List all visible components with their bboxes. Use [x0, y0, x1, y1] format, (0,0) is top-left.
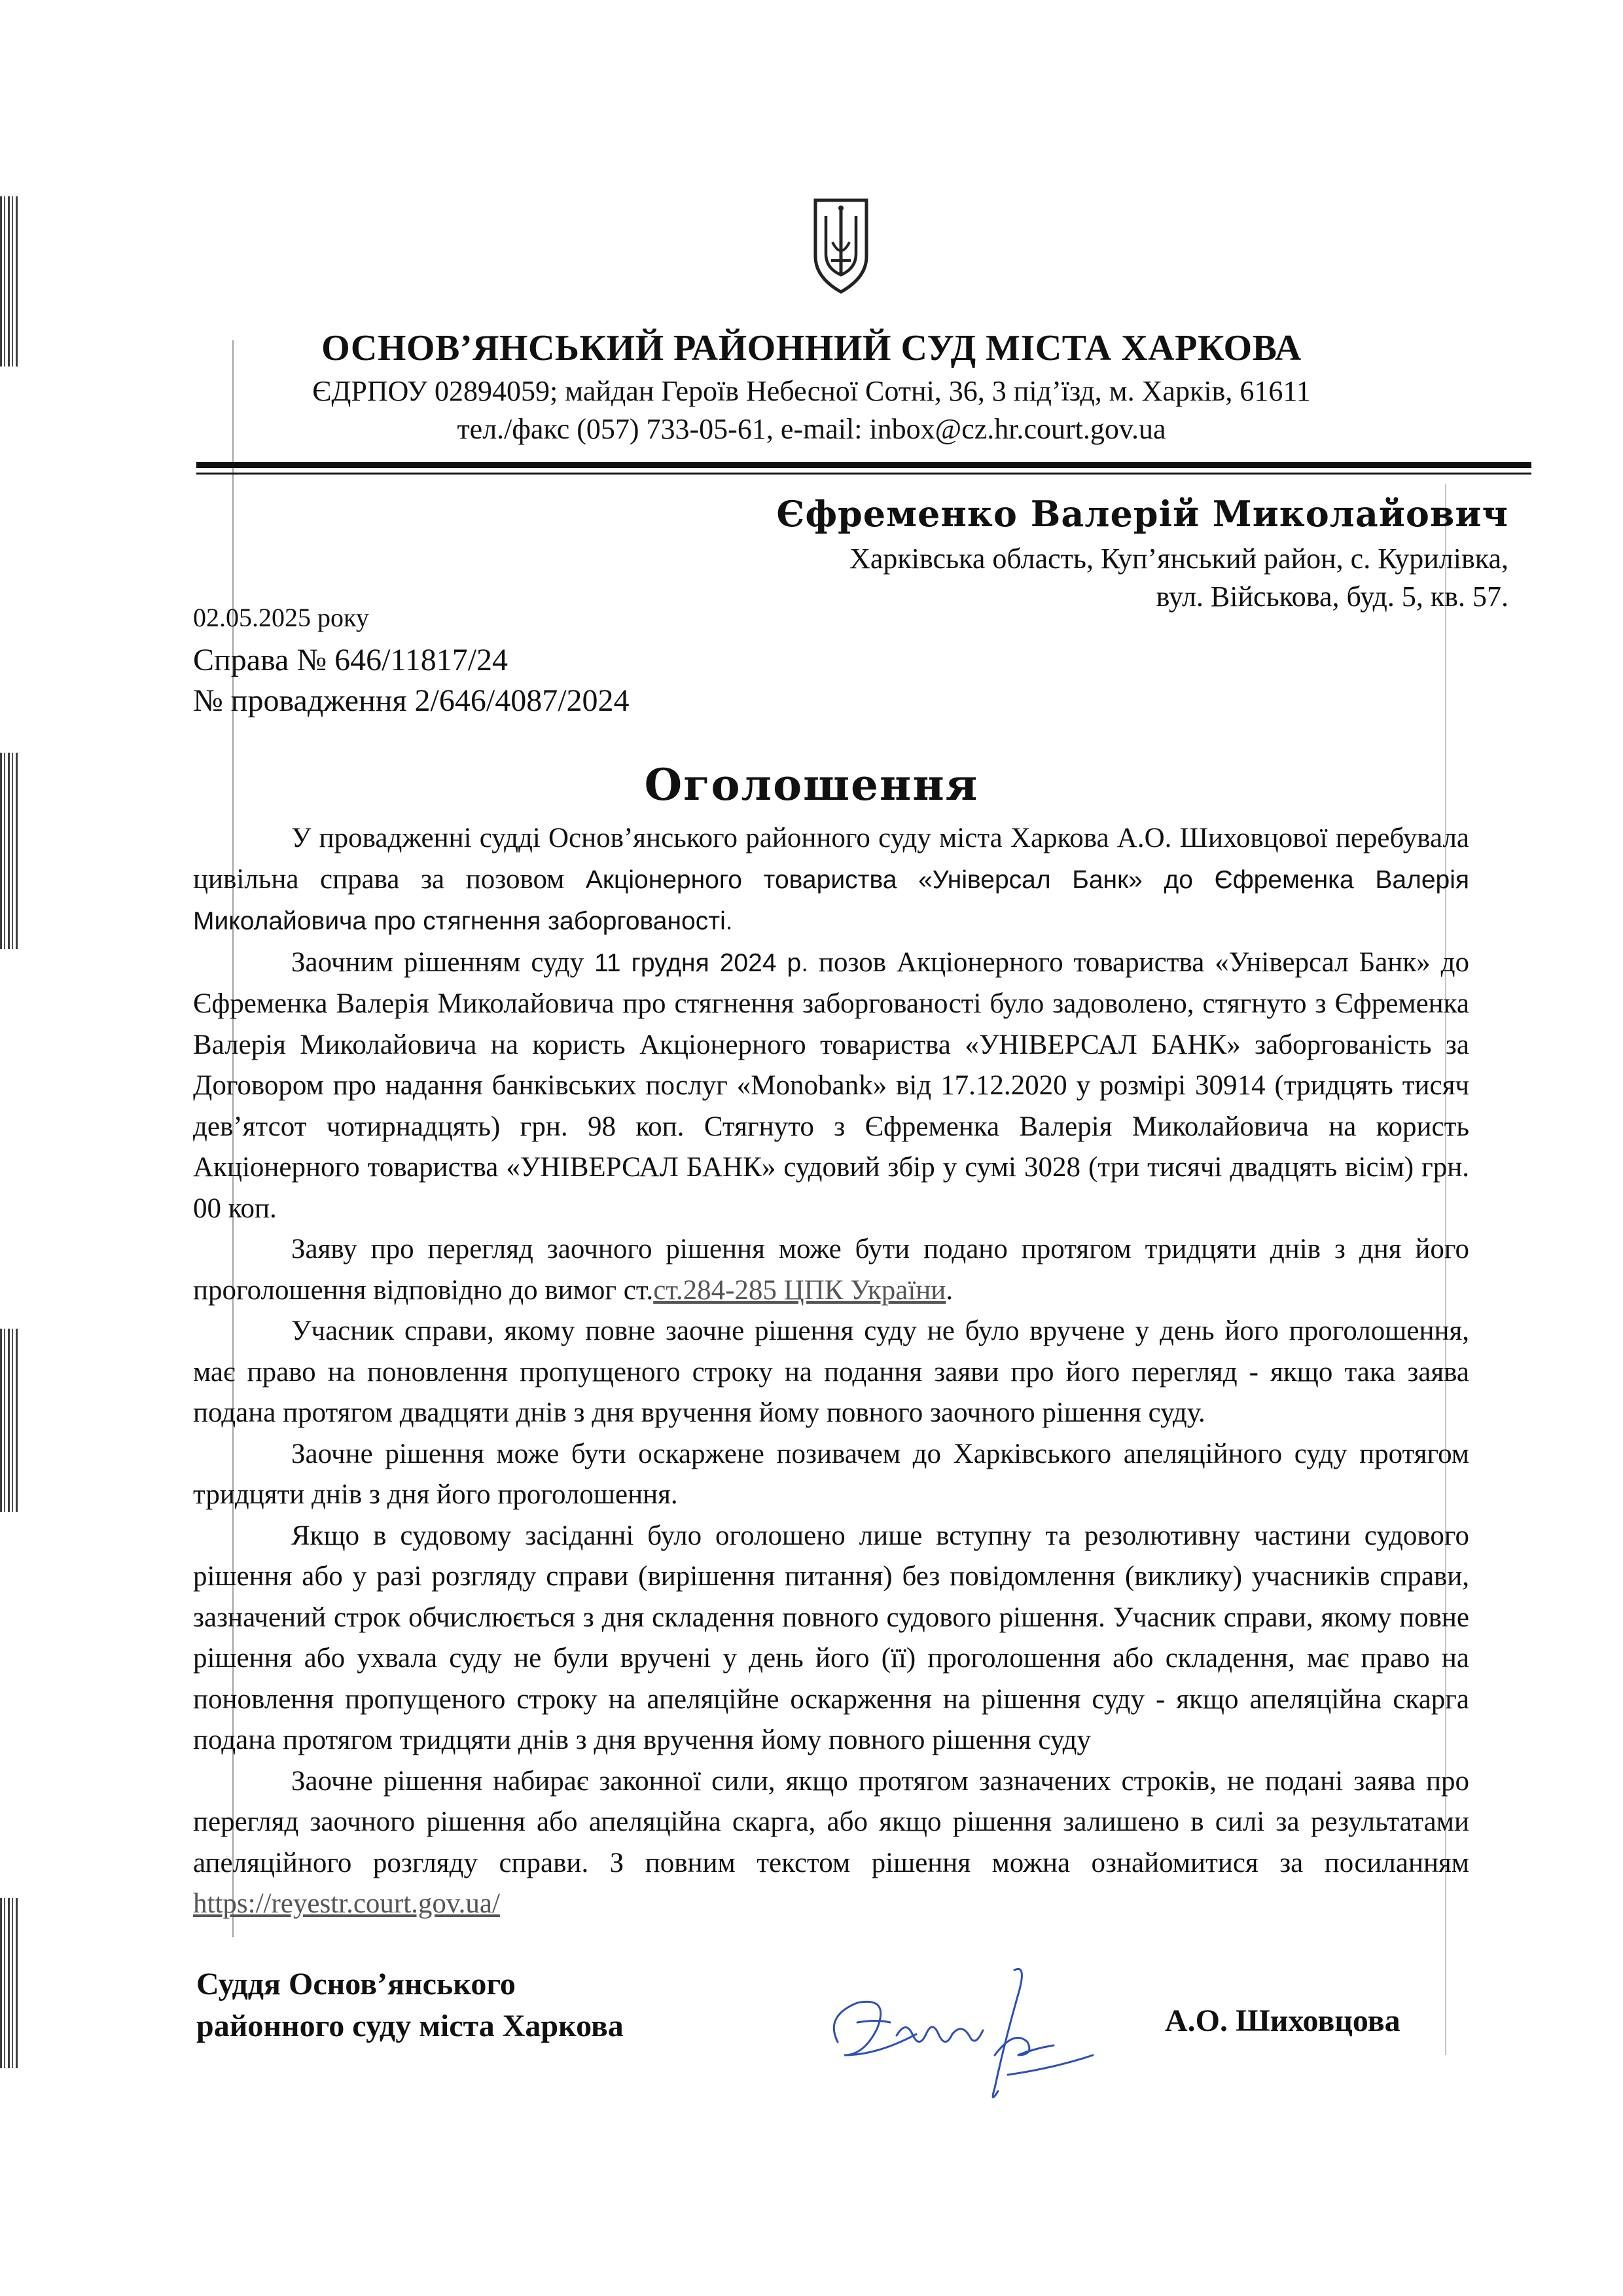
- paragraph: [193, 1761, 1469, 1925]
- addressee-address-line2: вул. Військова, буд. 5, кв. 57.: [1156, 581, 1508, 613]
- paragraph-text: Заочне рішення набирає законної сили, якщо протягом зазначених строків, не подані заява про перегляд заочного рішення або апеляційна скарга, або якщо рішення залишено в силі за результатами апеляційного розгляду справи. З повним текстом рішення можна ознайомитися за посиланням: [193, 1765, 1469, 1878]
- paragraph-text: позов Акціонерного товариства «Універсал Банк» до Єфременка Валерія Миколайовича про стягнення заборгованості було задоволено, стягнуто з Єфременка Валерія Миколайовича на користь Акціонерного товариства «УНІВЕРСАЛ БАНК» заборгованість за Договором про надання банківських послуг «Monobank» від 17.12.2020 у розмірі 30914 (тридцять тисяч дев’ятсот чотирнадцять) грн. 98 коп. Стягнуто з Єфременка Валерія Миколайовича на користь Акціонерного товариства «УНІВЕРСАЛ БАНК» судовий збір у сумі 3028 (три тисячі двадцять вісім) грн. 00 коп.: [193, 946, 1470, 1224]
- paragraph-text: Акціонерного товариства «Універсал Банк» до Єфременка Валерія Миколайовича про стягнення заборгованості.: [193, 865, 1469, 935]
- paragraph-text: Учасник справи, якому повне заочне рішення суду не було вручене у день його проголошення, має право на поновлення пропущеного строку на подання заяви про його перегляд - якщо така заява подана протягом двадцяти днів з дня вручення йому повного заочного рішення суду.: [193, 1316, 1469, 1428]
- judge-position-line2: районного суду міста Харкова: [196, 2009, 624, 2043]
- paragraph: [193, 942, 1469, 1230]
- header-divider: [196, 462, 1531, 468]
- case-meta: [193, 596, 630, 721]
- paragraph-text: .: [946, 1274, 954, 1306]
- paragraph-text: Заочним рішенням суду: [291, 946, 595, 978]
- judge-position-line1: Суддя Основ’янського: [196, 1967, 516, 2001]
- court-name: ОСНОВ’ЯНСЬКИЙ РАЙОННИЙ СУД МІСТА ХАРКОВА: [321, 328, 1302, 368]
- paragraph: [193, 818, 1469, 942]
- paragraph-text: Заочне рішення може бути оскаржене позивачем до Харківського апеляційного суду протягом тридцяти днів з дня його проголошення.: [193, 1438, 1469, 1510]
- addressee-address-line1: Харківська область, Куп’янський район, с. Курилівка,: [849, 543, 1508, 575]
- paragraph: [193, 1311, 1469, 1434]
- paragraph-text: Заяву про перегляд заочного рішення може бути подано протягом тридцяти днів з дня його проголошення відповідно до вимог ст.: [193, 1234, 1469, 1306]
- case-number: Справа № 646/11817/24: [193, 643, 508, 677]
- code-reference-link[interactable]: ст.284-285 ЦПК України: [653, 1274, 946, 1306]
- judge-position: [196, 1964, 624, 2047]
- paragraph-text: Якщо в судовому засіданні було оголошено лише вступну та резолютивну частини судового рішення або у разі розгляду справи (вирішення питання) без повідомлення (виклику) учасників справи, зазначений строк обчислюється з дня складення повного судового рішення. Учасник справи, якому повне рішення або ухвала суду не були вручені у день його (її) проголошення або складення, має право на поновлення пропущеного строку на апеляційне оскарження на рішення суду - якщо апеляційна скарга подана протягом тридцяти днів з дня вручення йому повного рішення суду: [193, 1520, 1469, 1755]
- court-contacts: тел./факс (057) 733-05-61, e-mail: inbox@cz.hr.court.gov.ua: [457, 413, 1166, 445]
- addressee-block: [776, 488, 1508, 616]
- scan-artifact: [0, 1329, 20, 1512]
- paragraph: [193, 1229, 1469, 1311]
- page-title: Оголошення: [644, 759, 979, 810]
- paragraph-text: У провадженні судді Основ’янського районного суду міста Харкова А.О. Шиховцової перебувала цивільна справа за позовом: [193, 823, 1469, 895]
- paragraph: [193, 1434, 1469, 1516]
- paragraph: [193, 1516, 1469, 1761]
- registry-link[interactable]: https://reyestr.court.gov.ua/: [193, 1888, 500, 1919]
- scan-artifact: [0, 1898, 20, 2068]
- court-details: ЄДРПОУ 02894059; майдан Героїв Небесної Сотні, 36, 3 під’їзд, м. Харків, 61611: [312, 375, 1311, 407]
- announcement-body: [193, 818, 1469, 1925]
- judge-name: А.О. Шиховцова: [1165, 2003, 1400, 2038]
- proceeding-number: № провадження 2/646/4087/2024: [193, 683, 630, 718]
- handwritten-signature: [818, 1957, 1106, 2108]
- header-divider-thin: [196, 473, 1531, 475]
- trident-emblem-icon: [812, 196, 870, 295]
- document-date: 02.05.2025 року: [193, 603, 369, 632]
- addressee-name: Єфременко Валерій Миколайович: [776, 493, 1508, 535]
- decision-date: 11 грудня 2024 р.: [594, 948, 809, 977]
